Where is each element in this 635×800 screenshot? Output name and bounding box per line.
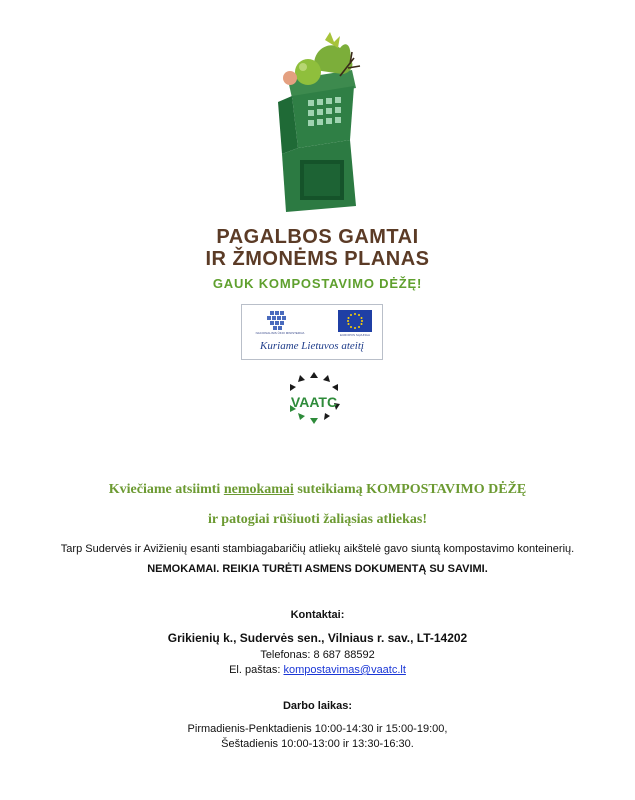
contacts-phone-line [0, 649, 635, 661]
eu-flag-icon [338, 310, 372, 332]
fruit-icon [283, 71, 297, 85]
notice-text: NEMOKAMAI. REIKIA TURĖTI ASMENS DOKUMENTĄ SU SAVIMI. [147, 563, 488, 575]
info-text: Tarp Sudervės ir Avižienių esanti stambiagabaričių atliekų aikštelė gavo siuntą kompostavimo konteinerių. [60, 543, 575, 555]
eu-text: EUROPOS SĄJUNGA [339, 333, 370, 337]
email-label: El. paštas: [229, 664, 284, 676]
compost-bin-illustration [270, 30, 370, 216]
hours-heading: Darbo laikas: [282, 700, 353, 712]
ministry-logo-icon [252, 309, 310, 341]
apple-icon [295, 59, 321, 85]
invite-free-word: nemokamai [223, 482, 294, 497]
campaign-title-line1: PAGALBOS GAMTAI [216, 226, 419, 248]
phone-number: 8 687 88592 [313, 649, 375, 661]
hours-weekdays: Pirmadienis-Penktadienis 10:00-14:30 ir 15:00-19:00, [187, 723, 448, 735]
invite-line-1-post: suteikiamą KOMPOSTAVIMO DĖŽĘ [293, 482, 527, 497]
eu-caption: Kuriame Lietuvos ateitį [260, 340, 364, 352]
eu-funding-banner [241, 304, 383, 360]
email-link[interactable]: kompostavimas@vaatc.lt [283, 664, 406, 676]
contacts-heading: Kontaktai: [290, 609, 345, 621]
invite-line-1 [0, 482, 635, 498]
campaign-title-line2: IR ŽMONĖMS PLANAS [205, 248, 430, 270]
invite-line-2: ir patogiai rūšiuoti žaliąsias atliekas! [207, 512, 428, 527]
phone-label: Telefonas: [260, 649, 314, 661]
invite-line-1-pre: Kviečiame atsiimti [108, 482, 224, 497]
ministry-text: NACIONALINIS ŪKIO MINISTERIJA [255, 331, 305, 335]
vaatc-logo [274, 370, 354, 426]
contacts-email-line [0, 664, 635, 676]
hours-saturday: Šeštadienis 10:00-13:00 ir 13:30-16:30. [221, 738, 414, 750]
campaign-subtitle: GAUK KOMPOSTAVIMO DĖŽĘ! [212, 276, 423, 291]
contacts-address: Grikienių k., Sudervės sen., Vilniaus r. sav., LT-14202 [167, 631, 468, 645]
vaatc-logo-text: VAATC [290, 394, 338, 410]
